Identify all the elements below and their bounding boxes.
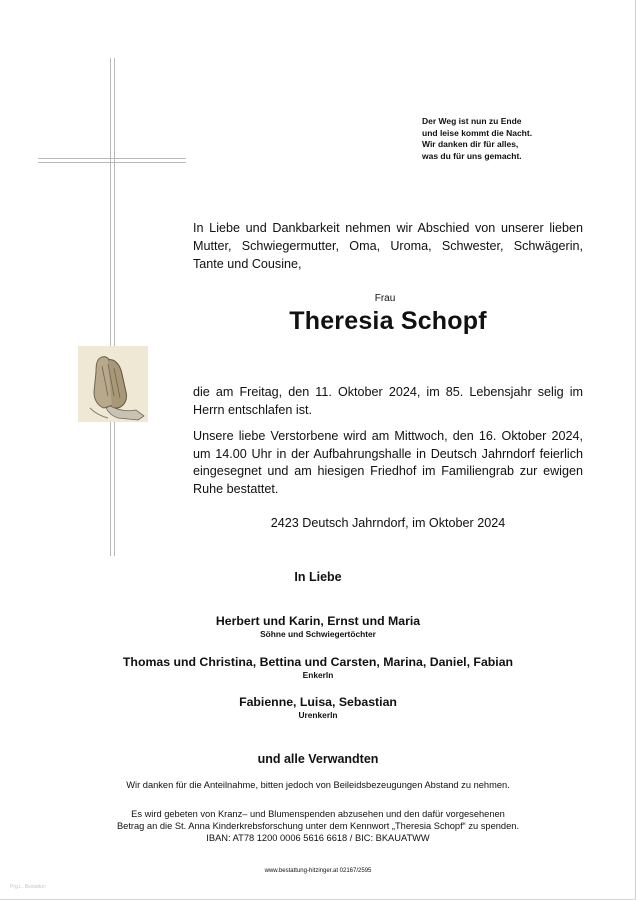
salutation: Frau	[374, 293, 396, 304]
footer-mark: Prg.L. Bestattun	[10, 884, 46, 890]
poem-line: Der Weg ist nun zu Ende	[422, 116, 522, 126]
poem-line: Wir danken dir für alles,	[422, 139, 519, 149]
family-names: Fabienne, Luisa, Sebastian	[239, 695, 397, 709]
deceased-name: Theresia Schopf	[289, 307, 487, 335]
intro-line: Mutter, Schwiegermutter, Oma, Uroma, Schwester, Schwägerin,	[193, 239, 583, 253]
funeral-text: Unsere liebe Verstorbene wird am Mittwoch, den 16. Oktober 2024, um 14.00 Uhr in der Aufbahrungshalle in Deutsch Jahrndorf feierlich eingesegnet und am hiesigen Friedhof im Familiengrab zur ewigen Ruhe bestattet.	[193, 429, 583, 496]
intro-text	[193, 219, 583, 273]
family-role: Söhne und Schwiegertöchter	[260, 629, 376, 639]
place-date: 2423 Deutsch Jahrndorf, im Oktober 2024	[270, 516, 506, 530]
praying-hands-icon	[78, 346, 148, 422]
in-liebe-heading: In Liebe	[294, 570, 342, 584]
donation-text	[0, 808, 636, 844]
donation-line: Es wird gebeten von Kranz– und Blumenspenden abzusehen und den dafür vorgesehenen	[131, 809, 505, 819]
family-group	[0, 614, 636, 639]
family-group	[0, 655, 636, 680]
death-text: die am Freitag, den 11. Oktober 2024, im 85. Lebensjahr selig im Herrn entschlafen ist.	[193, 385, 583, 417]
family-names: Herbert und Karin, Ernst und Maria	[215, 614, 421, 628]
poem-line: und leise kommt die Nacht.	[422, 127, 533, 138]
intro-line: Tante und Cousine,	[193, 257, 302, 271]
cross-icon-vertical	[110, 58, 115, 556]
thanks-text: Wir danken für die Anteilnahme, bitten jedoch von Beileidsbezeugungen Abstand zu nehmen.	[126, 780, 510, 790]
family-role: Enkerln	[302, 670, 334, 680]
family-group	[0, 695, 636, 720]
poem-line: was du für uns gemacht.	[422, 150, 522, 161]
cross-icon-horizontal	[38, 158, 186, 163]
family-role: Urenkerln	[298, 710, 338, 720]
donation-line: IBAN: AT78 1200 0006 5616 6618 / BIC: BKAUATWW	[206, 833, 430, 843]
intro-line: In Liebe und Dankbarkeit nehmen wir Abschied von unserer lieben	[193, 221, 583, 235]
poem	[422, 116, 532, 162]
funeral-home-website: www.bestattung-hitzinger.at 02167/2595	[264, 868, 372, 874]
family-names: Thomas und Christina, Bettina und Carsten, Marina, Daniel, Fabian	[122, 655, 514, 669]
donation-line: Betrag an die St. Anna Kinderkrebsforschung unter dem Kennwort „Theresia Schopf“ zu spenden.	[116, 821, 520, 831]
relatives-line: und alle Verwandten	[257, 752, 379, 766]
